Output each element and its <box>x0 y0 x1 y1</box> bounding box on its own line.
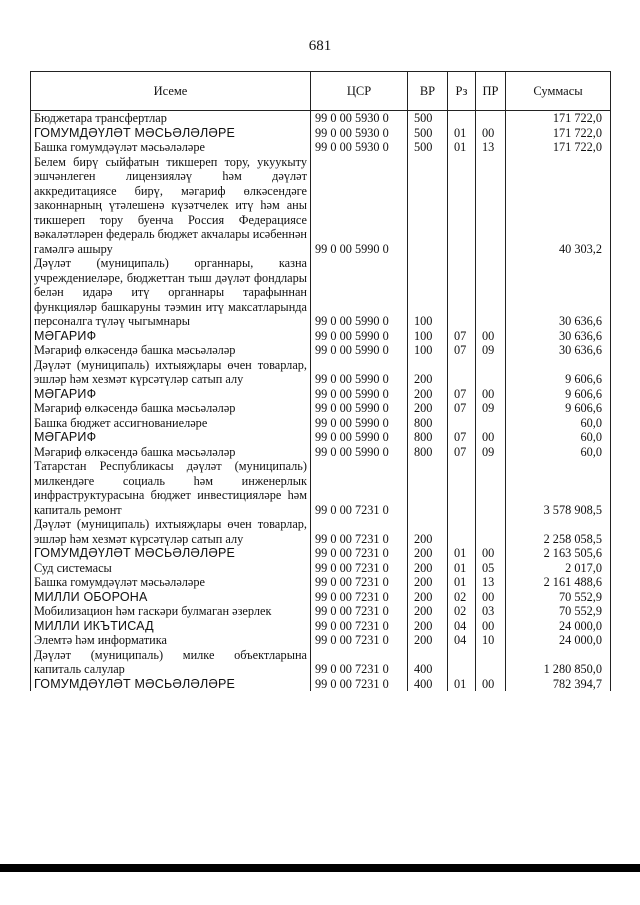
row-name: Башка гомумдәүләт мәсьәләләре <box>31 575 311 590</box>
row-sum: 24 000,0 <box>506 633 611 648</box>
row-name: Мәгариф өлкәсендә башка мәсьәләләр <box>31 343 311 358</box>
table-row <box>31 590 611 605</box>
row-vr: 200 <box>408 604 448 619</box>
row-name: Дәүләт (муниципаль) ихтыяҗлары өчен товарлар, эшләр һәм хезмәт күрсәтүләр сатып алу <box>31 358 311 387</box>
header-vr: ВР <box>408 72 448 111</box>
row-name: МӘГАРИФ <box>31 430 311 445</box>
row-csr: 99 0 00 7231 0 <box>311 677 408 692</box>
row-csr: 99 0 00 5990 0 <box>311 256 408 329</box>
row-name: Белем бирү сыйфатын тикшереп тору, укуукыту эшчәнлеген лицензияләү һәм дәүләт аккредитациясе бирү, мәгариф өлкәсендәге законнарның үтәлешенә күзәтчелек итү һәм аны тикшереп тору буенча Россия Федерациясе вәкаләтләрен федераль бюджет акчалары исәбеннән гамәлгә ашыру <box>31 155 311 257</box>
table-row <box>31 256 611 329</box>
row-csr: 99 0 00 5990 0 <box>311 445 408 460</box>
row-name: МИЛЛИ ИКЪТИСАД <box>31 619 311 634</box>
row-csr: 99 0 00 5990 0 <box>311 155 408 257</box>
row-vr: 200 <box>408 387 448 402</box>
row-rz <box>448 459 476 517</box>
row-pr <box>476 517 506 546</box>
row-sum: 782 394,7 <box>506 677 611 692</box>
row-pr: 00 <box>476 126 506 141</box>
row-vr: 200 <box>408 358 448 387</box>
row-name: Суд системасы <box>31 561 311 576</box>
table-row <box>31 677 611 692</box>
row-pr: 00 <box>476 619 506 634</box>
row-pr: 10 <box>476 633 506 648</box>
table-row <box>31 604 611 619</box>
table-row <box>31 648 611 677</box>
row-vr: 200 <box>408 619 448 634</box>
row-rz: 01 <box>448 546 476 561</box>
row-sum: 3 578 908,5 <box>506 459 611 517</box>
row-vr: 400 <box>408 648 448 677</box>
row-rz <box>448 358 476 387</box>
row-vr: 800 <box>408 430 448 445</box>
header-csr: ЦСР <box>311 72 408 111</box>
table-row <box>31 430 611 445</box>
row-rz: 07 <box>448 387 476 402</box>
row-vr <box>408 155 448 257</box>
row-sum: 2 017,0 <box>506 561 611 576</box>
row-csr: 99 0 00 7231 0 <box>311 561 408 576</box>
row-csr: 99 0 00 5990 0 <box>311 430 408 445</box>
row-rz: 07 <box>448 343 476 358</box>
row-csr: 99 0 00 7231 0 <box>311 590 408 605</box>
row-sum: 9 606,6 <box>506 358 611 387</box>
table-row <box>31 416 611 431</box>
row-pr: 00 <box>476 677 506 692</box>
row-name: Мобилизацион һәм гаскәри булмаган әзерлек <box>31 604 311 619</box>
row-pr: 09 <box>476 401 506 416</box>
row-name: ГОМУМДӘҮЛӘТ МӘСЬӘЛӘЛӘРЕ <box>31 677 311 692</box>
row-name: Мәгариф өлкәсендә башка мәсьәләләр <box>31 401 311 416</box>
row-sum: 70 552,9 <box>506 590 611 605</box>
row-sum: 9 606,6 <box>506 401 611 416</box>
table-row <box>31 358 611 387</box>
row-pr: 13 <box>476 140 506 155</box>
table-row <box>31 126 611 141</box>
row-csr: 99 0 00 5930 0 <box>311 111 408 126</box>
row-vr: 500 <box>408 111 448 126</box>
row-pr: 00 <box>476 546 506 561</box>
row-pr: 00 <box>476 590 506 605</box>
row-pr: 00 <box>476 387 506 402</box>
page-number: 681 <box>308 38 332 54</box>
row-rz: 07 <box>448 401 476 416</box>
row-csr: 99 0 00 7231 0 <box>311 648 408 677</box>
row-rz: 07 <box>448 430 476 445</box>
row-sum: 2 258 058,5 <box>506 517 611 546</box>
row-vr: 200 <box>408 590 448 605</box>
row-pr: 13 <box>476 575 506 590</box>
row-rz: 02 <box>448 604 476 619</box>
row-rz <box>448 416 476 431</box>
table-header-row <box>31 72 611 111</box>
row-name: ГОМУМДӘҮЛӘТ МӘСЬӘЛӘЛӘРЕ <box>31 546 311 561</box>
row-vr: 100 <box>408 329 448 344</box>
row-csr: 99 0 00 5990 0 <box>311 401 408 416</box>
row-sum: 60,0 <box>506 416 611 431</box>
row-csr: 99 0 00 7231 0 <box>311 546 408 561</box>
row-sum: 24 000,0 <box>506 619 611 634</box>
row-name: Элемтә һәм информатика <box>31 633 311 648</box>
row-name: МИЛЛИ ОБОРОНА <box>31 590 311 605</box>
row-pr: 05 <box>476 561 506 576</box>
table-body <box>31 111 611 692</box>
row-pr <box>476 155 506 257</box>
table-row <box>31 343 611 358</box>
row-csr: 99 0 00 7231 0 <box>311 459 408 517</box>
table-row <box>31 517 611 546</box>
row-rz: 04 <box>448 619 476 634</box>
row-csr: 99 0 00 5930 0 <box>311 126 408 141</box>
row-sum: 60,0 <box>506 430 611 445</box>
row-rz: 01 <box>448 561 476 576</box>
row-vr: 800 <box>408 416 448 431</box>
table-row <box>31 155 611 257</box>
table-row <box>31 459 611 517</box>
row-pr <box>476 256 506 329</box>
header-name: Исеме <box>31 72 311 111</box>
row-sum: 2 163 505,6 <box>506 546 611 561</box>
row-sum: 171 722,0 <box>506 111 611 126</box>
row-csr: 99 0 00 5990 0 <box>311 343 408 358</box>
row-rz: 04 <box>448 633 476 648</box>
row-vr: 200 <box>408 517 448 546</box>
table-row <box>31 329 611 344</box>
budget-table <box>30 71 611 691</box>
row-pr: 09 <box>476 343 506 358</box>
row-pr <box>476 416 506 431</box>
table-row <box>31 401 611 416</box>
table-row <box>31 619 611 634</box>
row-rz: 07 <box>448 329 476 344</box>
row-vr: 800 <box>408 445 448 460</box>
row-rz: 01 <box>448 575 476 590</box>
table-row <box>31 575 611 590</box>
row-name: Дәүләт (муниципаль) ихтыяҗлары өчен товарлар, эшләр һәм хезмәт күрсәтүләр сатып алу <box>31 517 311 546</box>
table-row <box>31 633 611 648</box>
row-name: Татарстан Республикасы дәүләт (муниципаль) милкендәге социаль һәм инженерлык инфраструктурасына бюджет инвестицияләре һәм капиталь ремонт <box>31 459 311 517</box>
row-vr: 400 <box>408 677 448 692</box>
row-csr: 99 0 00 7231 0 <box>311 633 408 648</box>
row-vr: 100 <box>408 256 448 329</box>
row-rz <box>448 111 476 126</box>
table-row <box>31 111 611 126</box>
row-csr: 99 0 00 7231 0 <box>311 604 408 619</box>
row-vr: 100 <box>408 343 448 358</box>
row-pr: 00 <box>476 329 506 344</box>
row-name: Мәгариф өлкәсендә башка мәсьәләләр <box>31 445 311 460</box>
row-pr: 09 <box>476 445 506 460</box>
row-sum: 30 636,6 <box>506 256 611 329</box>
scan-edge-bar <box>0 864 640 872</box>
row-rz <box>448 256 476 329</box>
row-name: МӘГАРИФ <box>31 329 311 344</box>
row-pr <box>476 358 506 387</box>
row-vr <box>408 459 448 517</box>
table-row <box>31 546 611 561</box>
row-rz: 07 <box>448 445 476 460</box>
row-name: Башка бюджет ассигнованиеләре <box>31 416 311 431</box>
header-pr: ПР <box>476 72 506 111</box>
row-sum: 171 722,0 <box>506 126 611 141</box>
row-vr: 200 <box>408 561 448 576</box>
row-vr: 500 <box>408 126 448 141</box>
row-vr: 200 <box>408 575 448 590</box>
row-sum: 30 636,6 <box>506 329 611 344</box>
row-sum: 30 636,6 <box>506 343 611 358</box>
row-csr: 99 0 00 5990 0 <box>311 387 408 402</box>
row-name: Дәүләт (муниципаль) милке объектларына капиталь салулар <box>31 648 311 677</box>
row-pr <box>476 459 506 517</box>
row-csr: 99 0 00 7231 0 <box>311 575 408 590</box>
table-row <box>31 561 611 576</box>
row-name: Бюджетара трансфертлар <box>31 111 311 126</box>
header-sum: Суммасы <box>506 72 611 111</box>
row-rz: 01 <box>448 677 476 692</box>
row-sum: 60,0 <box>506 445 611 460</box>
row-rz <box>448 155 476 257</box>
row-vr: 200 <box>408 401 448 416</box>
row-vr: 200 <box>408 633 448 648</box>
table-row <box>31 387 611 402</box>
row-name: МӘГАРИФ <box>31 387 311 402</box>
row-csr: 99 0 00 5990 0 <box>311 416 408 431</box>
row-vr: 500 <box>408 140 448 155</box>
row-sum: 2 161 488,6 <box>506 575 611 590</box>
row-sum: 1 280 850,0 <box>506 648 611 677</box>
row-name: Дәүләт (муниципаль) органнары, казна учреждениеләре, бюджеттан тыш дәүләт фондлары белән идарә итү органнары тарафыннан функцияләр башкаруны тәэмин итү максатларында персоналга түләү чыгымнары <box>31 256 311 329</box>
row-pr <box>476 648 506 677</box>
row-pr: 00 <box>476 430 506 445</box>
row-sum: 70 552,9 <box>506 604 611 619</box>
header-rz: Рз <box>448 72 476 111</box>
row-rz: 02 <box>448 590 476 605</box>
row-vr: 200 <box>408 546 448 561</box>
table-row <box>31 140 611 155</box>
row-rz <box>448 648 476 677</box>
row-sum: 40 303,2 <box>506 155 611 257</box>
row-pr: 03 <box>476 604 506 619</box>
row-rz <box>448 517 476 546</box>
row-pr <box>476 111 506 126</box>
row-csr: 99 0 00 5990 0 <box>311 329 408 344</box>
row-rz: 01 <box>448 140 476 155</box>
row-name: ГОМУМДӘҮЛӘТ МӘСЬӘЛӘЛӘРЕ <box>31 126 311 141</box>
table-row <box>31 445 611 460</box>
row-rz: 01 <box>448 126 476 141</box>
row-sum: 9 606,6 <box>506 387 611 402</box>
row-csr: 99 0 00 7231 0 <box>311 517 408 546</box>
row-csr: 99 0 00 5930 0 <box>311 140 408 155</box>
row-name: Башка гомумдәүләт мәсьәләләре <box>31 140 311 155</box>
row-csr: 99 0 00 7231 0 <box>311 619 408 634</box>
row-sum: 171 722,0 <box>506 140 611 155</box>
row-csr: 99 0 00 5990 0 <box>311 358 408 387</box>
